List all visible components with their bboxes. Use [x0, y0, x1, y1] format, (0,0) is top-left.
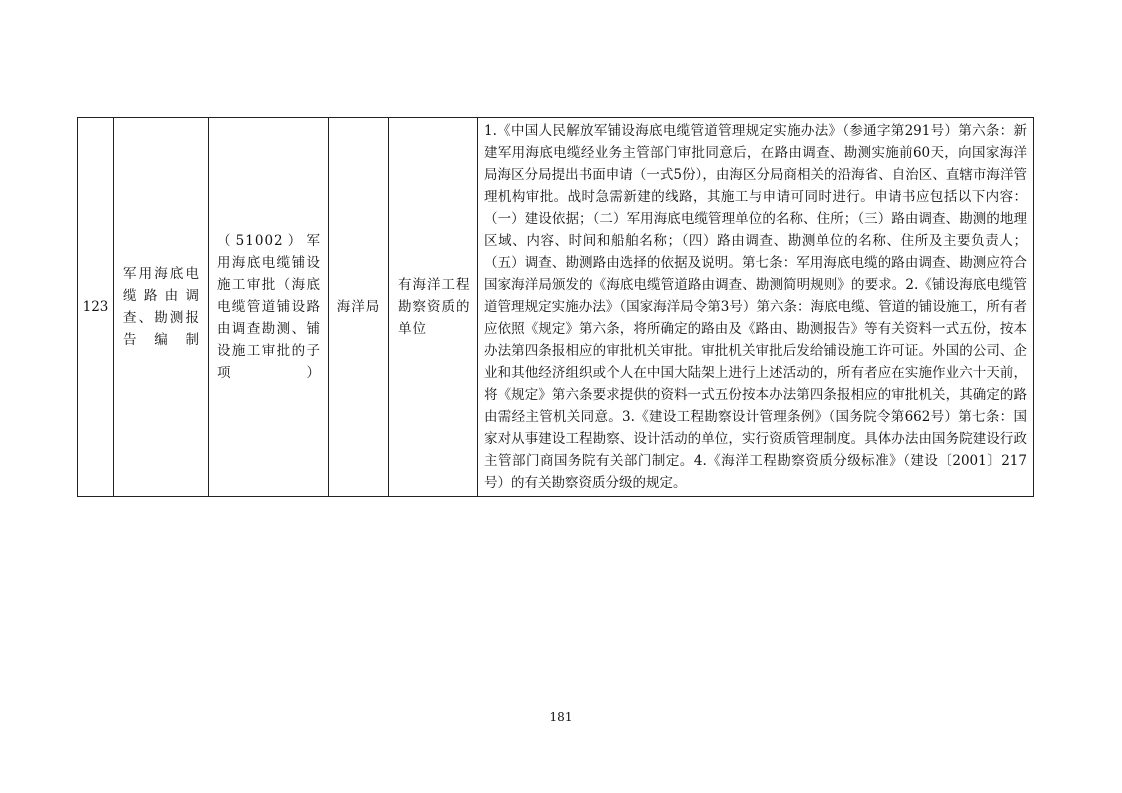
approval-items-table [77, 117, 1034, 497]
item-name-cell: 军用海底电缆路由调查、勘测报告编制 [114, 118, 209, 497]
row-number-cell: 123 [78, 118, 114, 497]
page-number: 181 [549, 710, 573, 724]
legal-basis-cell: 1.《中国人民解放军铺设海底电缆管道管理规定实施办法》（参通字第291号）第六条：新建军用海底电缆经业务主管部门审批同意后，在路由调查、勘测实施前60天，向国家海洋局海区分局提出书面申请（一式5份），由海区分局商相关的沿海省、自治区、直辖市海洋管理机构审批。战时急需新建的线路，其施工与申请可同时进行。申请书应包括以下内容：（一）建设依据；（二）军用海底电缆管理单位的名称、住所；（三）路由调查、勘测的地理区域、内容、时间和船舶名称；（四）路由调查、勘测单位的名称、住所及主要负责人；（五）调查、勘测路由选择的依据及说明。第七条：军用海底电缆的路由调查、勘测应符合国家海洋局颁发的《海底电缆管道路由调查、勘测简明规则》的要求。2.《铺设海底电缆管道管理规定实施办法》（国家海洋局令第3号）第六条：海底电缆、管道的铺设施工，所有者应依照《规定》第六条，将所确定的路由及《路由、勘测报告》等有关资料一式五份，按本办法第四条报相应的审批机关审批。审批机关审批后发给铺设施工许可证。外国的公司、企业和其他经济组织或个人在中国大陆架上进行上述活动的，所有者应在实施作业六十天前，将《规定》第六条要求提供的资料一式五份按本办法第四条报相应的审批机关，其确定的路由需经主管机关同意。3.《建设工程勘察设计管理条例》（国务院令第662号）第七条：国家对从事建设工程勘察、设计活动的单位，实行资质管理制度。具体办法由国务院建设行政主管部门商国务院有关部门制定。4.《海洋工程勘察资质分级标准》（建设〔2001〕217号）的有关勘察资质分级的规定。 [478, 118, 1034, 497]
table-row [78, 118, 1034, 497]
parent-item-cell: （51002）军用海底电缆铺设施工审批（海底电缆管道铺设路由调查勘测、铺设施工审批的子项） [209, 118, 329, 497]
conditions-cell: 有海洋工程勘察资质的单位 [389, 118, 478, 497]
department-cell: 海洋局 [329, 118, 389, 497]
